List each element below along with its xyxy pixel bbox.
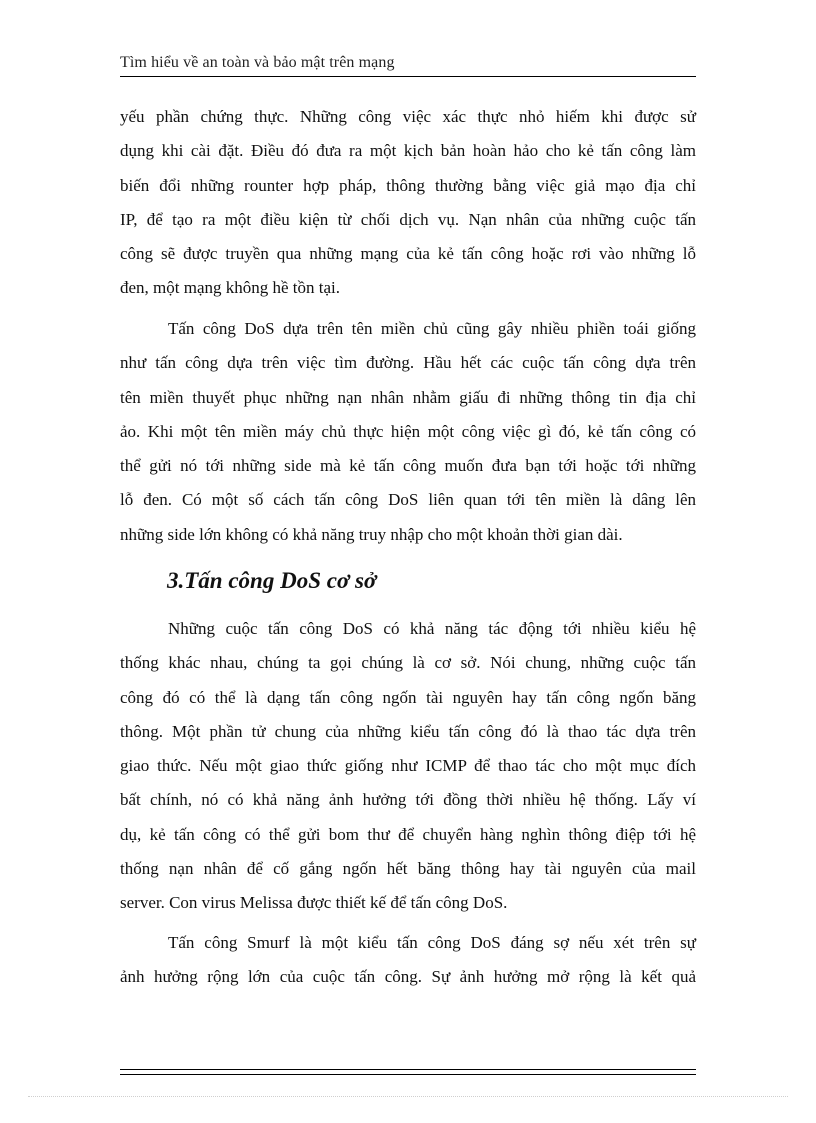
paragraph-line: lỗ đen. Có một số cách tấn công DoS liên quan tới tên miền là dâng lên [120,490,696,510]
paragraph-line: như tấn công dựa trên việc tìm đường. Hầu hết các cuộc tấn công dựa trên [120,353,696,373]
paragraph-line: Những cuộc tấn công DoS có khả năng tác động tới nhiều kiểu hệ [168,619,696,638]
paragraph-domain-dos [120,312,696,552]
paragraph-line: thống khác nhau, chúng ta gọi chúng là cơ sở. Nói chung, những cuộc tấn [120,653,696,673]
paragraph-line: dụ, kẻ tấn công có thể gửi bom thư để chuyển hàng nghìn thông điệp tới hệ [120,824,696,844]
paragraph-line: những side lớn không có khả năng truy nhập cho một khoản thời gian dài. [120,524,623,544]
paragraph-line: server. Con virus Melissa được thiết kế để tấn công DoS. [120,893,508,913]
paragraph-smurf [120,926,696,995]
paragraph-line: IP, để tạo ra một điều kiện từ chối dịch vụ. Nạn nhân của những cuộc tấn [120,209,696,229]
footer-divider-top [120,1069,696,1070]
paragraph-routing-dos [120,100,696,306]
paragraph-line: thông. Một phần tử chung của những kiểu tấn công đó là thao tác dựa trên [120,721,696,741]
section-heading: 3.Tấn công DoS cơ sở [167,568,377,593]
page-header-title: Tìm hiểu về an toàn và bảo mật trên mạng [120,54,395,71]
header-divider [120,76,696,77]
paragraph-line: giao thức. Nếu một giao thức giống như ICMP để thao tác cho một mục đích [120,756,696,776]
paragraph-line: biến đổi những rounter hợp pháp, thông thường bằng việc giả mạo địa chỉ [120,175,696,195]
paragraph-basic-dos [120,612,696,921]
footer-divider-bottom [120,1074,696,1075]
paragraph-line: ảo. Khi một tên miền máy chủ thực hiện một công việc gì đó, kẻ tấn công có [120,421,696,441]
paragraph-line: Tấn công Smurf là một kiểu tấn công DoS đáng sợ nếu xét trên sự [168,933,696,952]
paragraph-line: đen, một mạng không hề tồn tại. [120,278,341,298]
paragraph-line: bất chính, nó có khả năng ảnh hưởng tới đồng thời nhiều hệ thống. Lấy ví [120,790,696,810]
paragraph-line: thể gửi nó tới những side mà kẻ tấn công muốn đưa bạn tới hoặc tới những [120,456,696,476]
paragraph-line: tên miền thuyết phục những nạn nhân nhằm giấu đi những thông tin địa chỉ [120,387,696,407]
paragraph-line: dụng khi cài đặt. Điều đó đưa ra một kịch bản hoàn hảo cho kẻ tấn công làm [120,141,696,161]
paragraph-line: thống nạn nhân để cố gắng ngốn hết băng thông hay tài nguyên của mail [120,859,696,879]
paragraph-line: yếu phần chứng thực. Những công việc xác thực nhỏ hiếm khi được sử [120,107,696,126]
paragraph-line: ảnh hưởng rộng lớn của cuộc tấn công. Sự ảnh hưởng mở rộng là kết quả [120,967,696,987]
page-edge-border [28,1096,788,1097]
paragraph-line: công sẽ được truyền qua những mạng của kẻ tấn công hoặc rơi vào những lỗ [120,244,696,264]
paragraph-line: Tấn công DoS dựa trên tên miền chủ cũng gây nhiều phiền toái giống [168,319,696,338]
paragraph-line: công đó có thể là dạng tấn công ngốn tài nguyên hay tấn công ngốn băng [120,687,696,707]
